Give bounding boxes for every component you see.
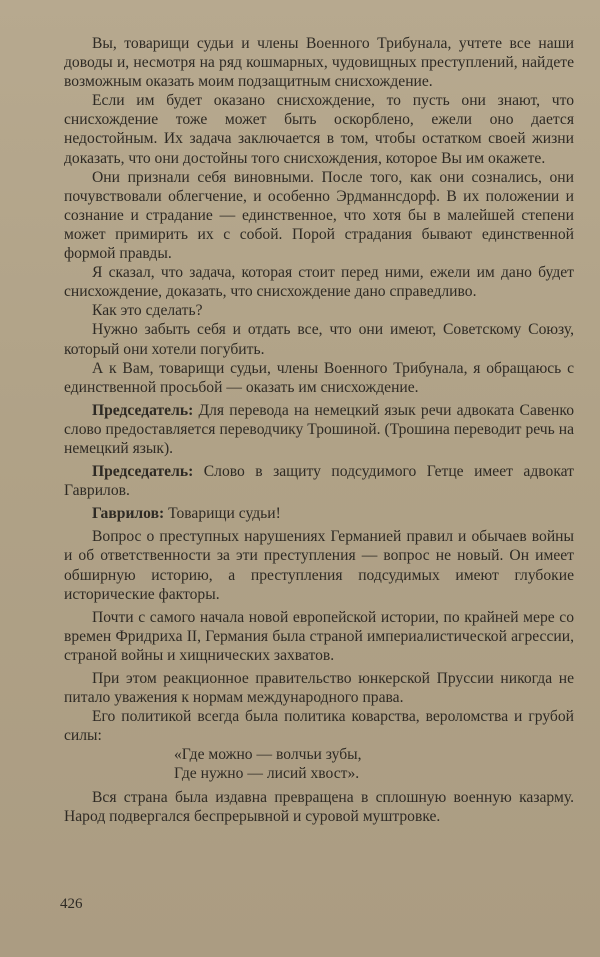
- paragraph-11: Его политикой всегда была политика коварства, вероломства и грубой силы:: [64, 708, 574, 745]
- page-text: [64, 34, 574, 826]
- verse-line-2: Где нужно — лисий хвост».: [174, 765, 360, 783]
- paragraph-final: Вся страна была издавна превращена в сплошную военную казарму. Народ подвергался беспрерывной и суровой муштровке.: [64, 788, 574, 825]
- paragraph-5: Как это сделать?: [92, 302, 203, 320]
- gavrilov-statement: [64, 504, 574, 523]
- chair-statement-1: [64, 401, 574, 458]
- speaker-label: Председатель:: [92, 401, 194, 419]
- paragraph-2: Если им будет оказано снисхождение, то пусть они знают, что снисхождение тоже может быть оскорблено, ежели оно дается недостойным. Их задача заключается в том, чтобы остатком своей жизни доказать, что они достойны того снисхождения, которое Вы им окажете.: [64, 92, 574, 167]
- statement-text: Слово в защиту подсудимого Гетце имеет адвокат Гаврилов.: [64, 463, 574, 500]
- paragraph-3: Они признали себя виновными. После того, как они сознались, они почувствовали облегчение, и особенно Эрдманнсдорф. В их положении и сознание и страдание — единственное, что хотя бы в малейшей степени может примирить их с собой. Порой страдания бывают единственной формой правды.: [64, 168, 574, 263]
- statement-text: Товарищи судьи!: [164, 505, 281, 523]
- paragraph-9: Почти с самого начала новой европейской истории, по крайней мере со времен Фридриха II, Германия была страной империалистической агрессии, страной войны и хищнических захватов.: [64, 608, 574, 664]
- statement-text: Для перевода на немецкий язык речи адвоката Савенко слово предоставляется переводчику Трошиной. (Трошина переводит речь на немецкий язык).: [64, 401, 574, 457]
- paragraph-1: Вы, товарищи судьи и члены Военного Трибунала, учтете все наши доводы и, несмотря на ряд кошмарных, чудовищных преступлений, найдете возможным оказать моим подзащитным снисхождение.: [64, 35, 574, 91]
- paragraph-6: Нужно забыть себя и отдать все, что они имеют, Советскому Союзу, который они хотели погубить.: [64, 321, 574, 358]
- paragraph-7: А к Вам, товарищи судьи, члены Военного Трибунала, я обращаюсь с единственной просьбой — оказать им снисхождение.: [64, 359, 574, 396]
- paragraph-8: Вопрос о преступных нарушениях Германией правил и обычаев войны и об ответственности за эти преступления — вопрос не новый. Он имеет обширную историю, а преступления подсудимых имеют глубокие исторические факторы.: [64, 528, 574, 603]
- speaker-label: Председатель:: [92, 463, 194, 481]
- page-number: 426: [60, 896, 83, 912]
- speaker-label: Гаврилов:: [92, 505, 165, 523]
- paragraph-4: Я сказал, что задача, которая стоит перед ними, ежели им дано будет снисхождение, доказать, что снисхождение дано справедливо.: [64, 264, 574, 301]
- paragraph-10: При этом реакционное правительство юнкерской Пруссии никогда не питало уважения к нормам международного права.: [64, 670, 574, 707]
- verse-line-1: «Где можно — волчьи зубы,: [174, 746, 362, 764]
- chair-statement-2: [64, 462, 574, 500]
